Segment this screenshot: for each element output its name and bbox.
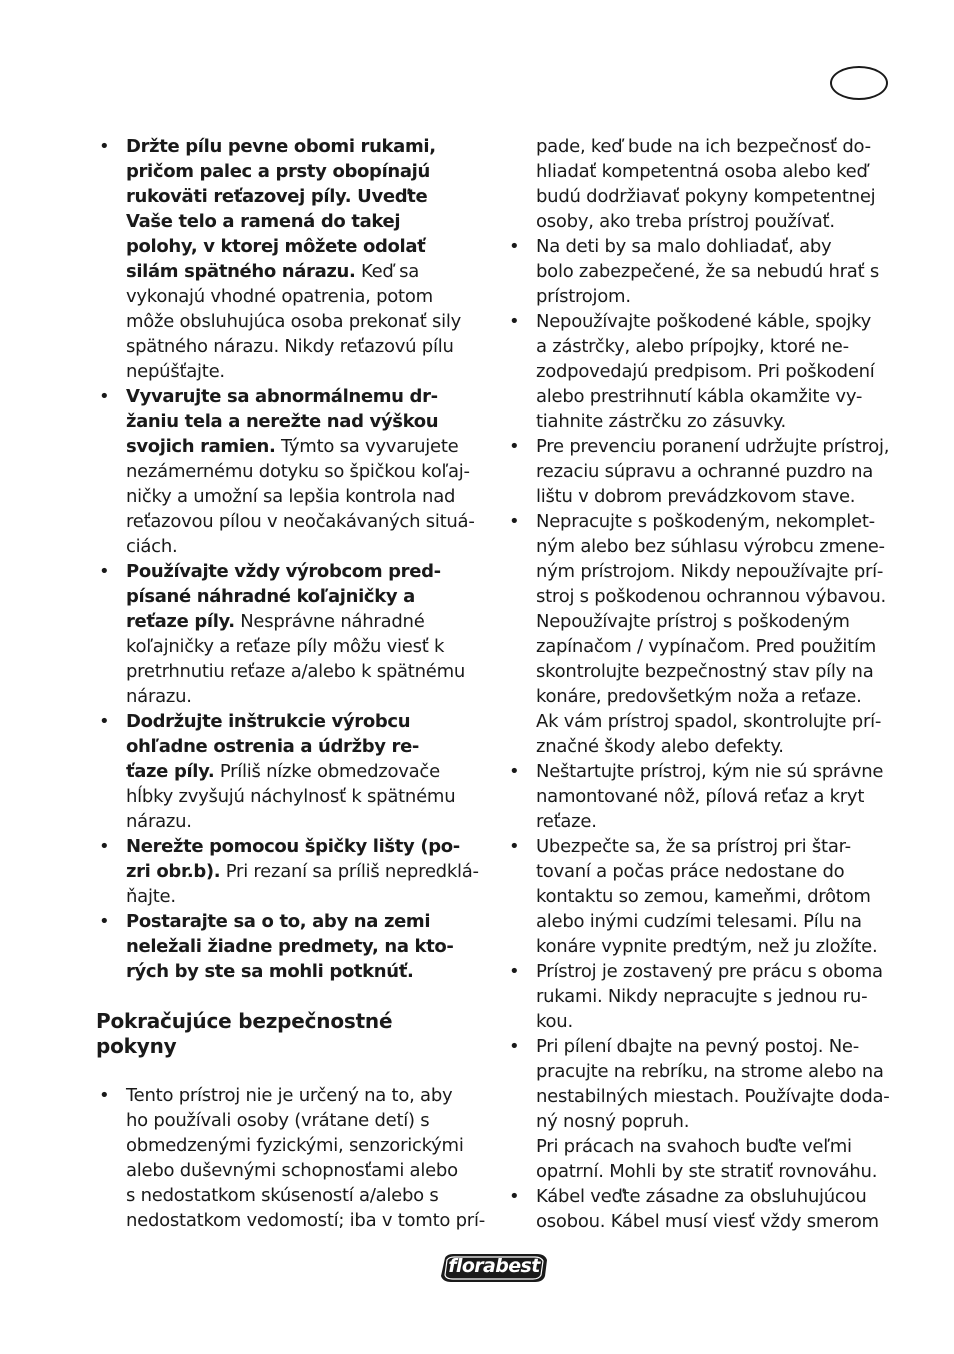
text-line: Pri prácach na svahoch buďte veľmi <box>536 1136 852 1157</box>
bold-line <box>126 159 486 184</box>
mixed-line <box>126 859 486 884</box>
regular-text: Týmto sa vyvarujete <box>275 436 459 457</box>
mixed-line <box>126 259 486 284</box>
bold-line <box>126 909 486 934</box>
text-line: ciách. <box>126 536 178 557</box>
list-item <box>96 559 486 709</box>
text-line: pade, keď bude na ich bezpečnosť do- <box>536 136 871 157</box>
text-line: ný nosný popruh. <box>536 1111 690 1132</box>
bullet-marker: • <box>509 1036 520 1057</box>
list-item <box>96 709 486 834</box>
list-item <box>96 384 486 559</box>
text-line: budú dodržiavať pokyny kompetentnej <box>536 186 876 207</box>
text-line: hĺbky zvyšujú náchylnosť k spätnému <box>126 786 456 807</box>
text-line: bolo zabezpečené, že sa nebudú hrať s <box>536 261 879 282</box>
text-line: namontované nôž, pílová reťaz a kryt <box>536 786 865 807</box>
bullet-marker: • <box>99 711 110 732</box>
list-item <box>96 909 486 984</box>
bold-text: svojich ramien. <box>126 436 276 457</box>
bold-text: reťaze píly. <box>126 611 235 632</box>
text-line: zodpovedajú predpisom. Pri poškodení <box>536 361 875 382</box>
text-line: nedostatkom vedomostí; iba v tomto prí- <box>126 1210 485 1231</box>
page-language-badge <box>830 66 888 100</box>
bold-line <box>126 584 486 609</box>
text-line: skontrolujte bezpečnostný stav píly na <box>536 661 874 682</box>
bold-text: Vyvarujte sa abnormálnemu dr- <box>126 386 438 407</box>
text-line: nárazu. <box>126 686 192 707</box>
text-line: Pre prevenciu poranení udržujte prístroj, <box>536 436 890 457</box>
text-line: nestabilných miestach. Používajte doda- <box>536 1086 890 1107</box>
text-line: Nepoužívajte poškodené káble, spojky <box>536 311 872 332</box>
text-line: spätného nárazu. Nikdy reťazovú pílu <box>126 336 454 357</box>
text-line: môže obsluhujúca osoba prekonať sily <box>126 311 462 332</box>
bullet-marker: • <box>99 836 110 857</box>
bold-text: rukoväti reťazovej píly. Uveďte <box>126 186 428 207</box>
list-item <box>96 834 486 909</box>
bullet-marker: • <box>99 1085 110 1106</box>
text-line: Neštartujte prístroj, kým nie sú správne <box>536 761 884 782</box>
text-line: konáre, predovšetkým noža a reťaze. <box>536 686 862 707</box>
text-line: nárazu. <box>126 811 192 832</box>
text-line: rukami. Nikdy nepracujte s jednou ru- <box>536 986 868 1007</box>
text-line: tovaní a počas práce nedostane do <box>536 861 845 882</box>
bold-text: rých by ste sa mohli potknúť. <box>126 961 414 982</box>
bold-line <box>126 559 486 584</box>
text-line: Nepracujte s poškodeným, nekomplet- <box>536 511 875 532</box>
text-line: hliadať kompetentná osoba alebo keď <box>536 161 868 182</box>
bold-text: Držte pílu pevne obomi rukami, <box>126 136 436 157</box>
text-line: Kábel veďte zásadne za obsluhujúcou <box>536 1186 867 1207</box>
heading-line: Pokračujúce bezpečnostné <box>96 1009 393 1033</box>
text-line: alebo inými cudzími telesami. Pílu na <box>536 911 862 932</box>
bullet-marker: • <box>509 961 520 982</box>
text-line: Pri pílení dbajte na pevný postoj. Ne- <box>536 1036 859 1057</box>
list-item <box>506 959 906 1034</box>
text-line: Tento prístroj nie je určený na to, aby <box>126 1085 453 1106</box>
bullet-marker: • <box>509 436 520 457</box>
left-column <box>96 134 486 1233</box>
text-line: prístrojom. <box>536 286 631 307</box>
text-line: kontaktu so zemou, kameňmi, drôtom <box>536 886 871 907</box>
text-line: obmedzenými fyzickými, senzorickými <box>126 1135 464 1156</box>
text-line: nezámernému dotyku so špičkou koľaj- <box>126 461 470 482</box>
text-line: opatrní. Mohli by ste stratiť rovnováhu. <box>536 1161 878 1182</box>
logo-wordmark: florabest <box>448 1255 540 1277</box>
bold-line <box>126 934 486 959</box>
list-item <box>506 234 906 309</box>
bullet-marker: • <box>99 136 110 157</box>
list-item <box>506 1034 906 1184</box>
text-line: značné škody alebo defekty. <box>536 736 784 757</box>
regular-text: Príliš nízke obmedzovače <box>214 761 440 782</box>
bold-text: pričom palec a prsty obopínajú <box>126 161 430 182</box>
text-line: a zástrčky, alebo prípojky, ktoré ne- <box>536 336 849 357</box>
bold-text: písané náhradné koľajničky a <box>126 586 415 607</box>
bold-line <box>126 384 486 409</box>
bullet-marker: • <box>99 386 110 407</box>
bold-text: Používajte vždy výrobcom pred- <box>126 561 441 582</box>
bullet-marker: • <box>509 511 520 532</box>
florabest-logo <box>437 1246 551 1288</box>
text-line: Prístroj je zostavený pre prácu s oboma <box>536 961 883 982</box>
text-line: s nedostatkom skúseností a/alebo s <box>126 1185 439 1206</box>
right-column <box>506 134 906 1234</box>
list-item <box>96 1083 486 1233</box>
bold-line <box>126 209 486 234</box>
bold-text: Postarajte sa o to, aby na zemi <box>126 911 431 932</box>
bold-text: Dodržujte inštrukcie výrobcu <box>126 711 411 732</box>
text-line: ným alebo bez súhlasu výrobcu zmene- <box>536 536 885 557</box>
mixed-line <box>126 609 486 634</box>
text-line: ničky a umožní sa lepšia kontrola nad <box>126 486 456 507</box>
text-line: ným prístrojom. Nikdy nepoužívajte prí- <box>536 561 884 582</box>
bullet-marker: • <box>509 836 520 857</box>
bold-text: silám spätného nárazu. <box>126 261 356 282</box>
continued-paragraph <box>506 134 906 234</box>
bullet-marker: • <box>99 911 110 932</box>
text-line: pretrhnutiu reťaze a/alebo k spätnému <box>126 661 466 682</box>
text-line: stroj s poškodenou ochrannou výbavou. <box>536 586 886 607</box>
text-line: reťaze. <box>536 811 597 832</box>
list-item <box>506 759 906 834</box>
text-line: reťazovou pílou v neočakávaných situá- <box>126 511 475 532</box>
list-item <box>506 509 906 759</box>
list-item <box>506 834 906 959</box>
bold-text: polohy, v ktorej môžete odolať <box>126 236 426 257</box>
bullet-marker: • <box>509 761 520 782</box>
bold-text: neležali žiadne predmety, na kto- <box>126 936 454 957</box>
text-line: ho používali osoby (vrátane detí) s <box>126 1110 430 1131</box>
bold-line <box>126 409 486 434</box>
bold-line <box>126 709 486 734</box>
text-line: tiahnite zástrčku zo zásuvky. <box>536 411 787 432</box>
text-line: konáre vypnite predtým, než ju zložíte. <box>536 936 878 957</box>
list-item <box>96 134 486 384</box>
text-line: osobou. Kábel musí viesť vždy smerom <box>536 1211 879 1232</box>
list-item <box>506 1184 906 1234</box>
bold-text: zri obr.b). <box>126 861 221 882</box>
text-line: Ak vám prístroj spadol, skontrolujte prí- <box>536 711 882 732</box>
bold-line <box>126 184 486 209</box>
bold-line <box>126 234 486 259</box>
list-item <box>506 309 906 434</box>
bullet-marker: • <box>509 236 520 257</box>
bold-line <box>126 734 486 759</box>
regular-text: Keď sa <box>355 261 419 282</box>
text-line: osoby, ako treba prístroj používať. <box>536 211 835 232</box>
text-line: zapínačom / vypínačom. Pred použitím <box>536 636 877 657</box>
text-line: alebo prestrihnutí kábla okamžite vy- <box>536 386 863 407</box>
text-line: rezaciu súpravu a ochranné puzdro na <box>536 461 874 482</box>
bold-text: Vaše telo a ramená do takej <box>126 211 401 232</box>
bold-text: Nerežte pomocou špičky lišty (po- <box>126 836 460 857</box>
text-line: pracujte na rebríku, na strome alebo na <box>536 1061 884 1082</box>
section-heading <box>96 1009 486 1059</box>
text-line: vykonajú vhodné opatrenia, potom <box>126 286 433 307</box>
text-line: Na deti by sa malo dohliadať, aby <box>536 236 832 257</box>
bold-text: žaniu tela a nerežte nad výškou <box>126 411 439 432</box>
text-line: lištu v dobrom prevádzkovom stave. <box>536 486 856 507</box>
text-line: ňajte. <box>126 886 176 907</box>
bullet-marker: • <box>509 311 520 332</box>
bullet-marker: • <box>509 1186 520 1207</box>
bold-text: ohľadne ostrenia a údržby re- <box>126 736 420 757</box>
text-line: nepúšťajte. <box>126 361 225 382</box>
text-line: koľajničky a reťaze píly môžu viesť k <box>126 636 445 657</box>
list-item <box>506 434 906 509</box>
bullet-marker: • <box>99 561 110 582</box>
regular-text: Pri rezaní sa príliš nepredklá- <box>220 861 479 882</box>
mixed-line <box>126 759 486 784</box>
text-line: Ubezpečte sa, že sa prístroj pri štar- <box>536 836 851 857</box>
text-line: kou. <box>536 1011 573 1032</box>
regular-text: Nesprávne náhradné <box>234 611 425 632</box>
text-line: Nepoužívajte prístroj s poškodeným <box>536 611 850 632</box>
text-line: alebo duševnými schopnosťami alebo <box>126 1160 458 1181</box>
bold-line <box>126 134 486 159</box>
bold-text: ťaze píly. <box>126 761 215 782</box>
mixed-line <box>126 434 486 459</box>
bold-line <box>126 959 486 984</box>
bold-line <box>126 834 486 859</box>
heading-line: pokyny <box>96 1034 177 1058</box>
